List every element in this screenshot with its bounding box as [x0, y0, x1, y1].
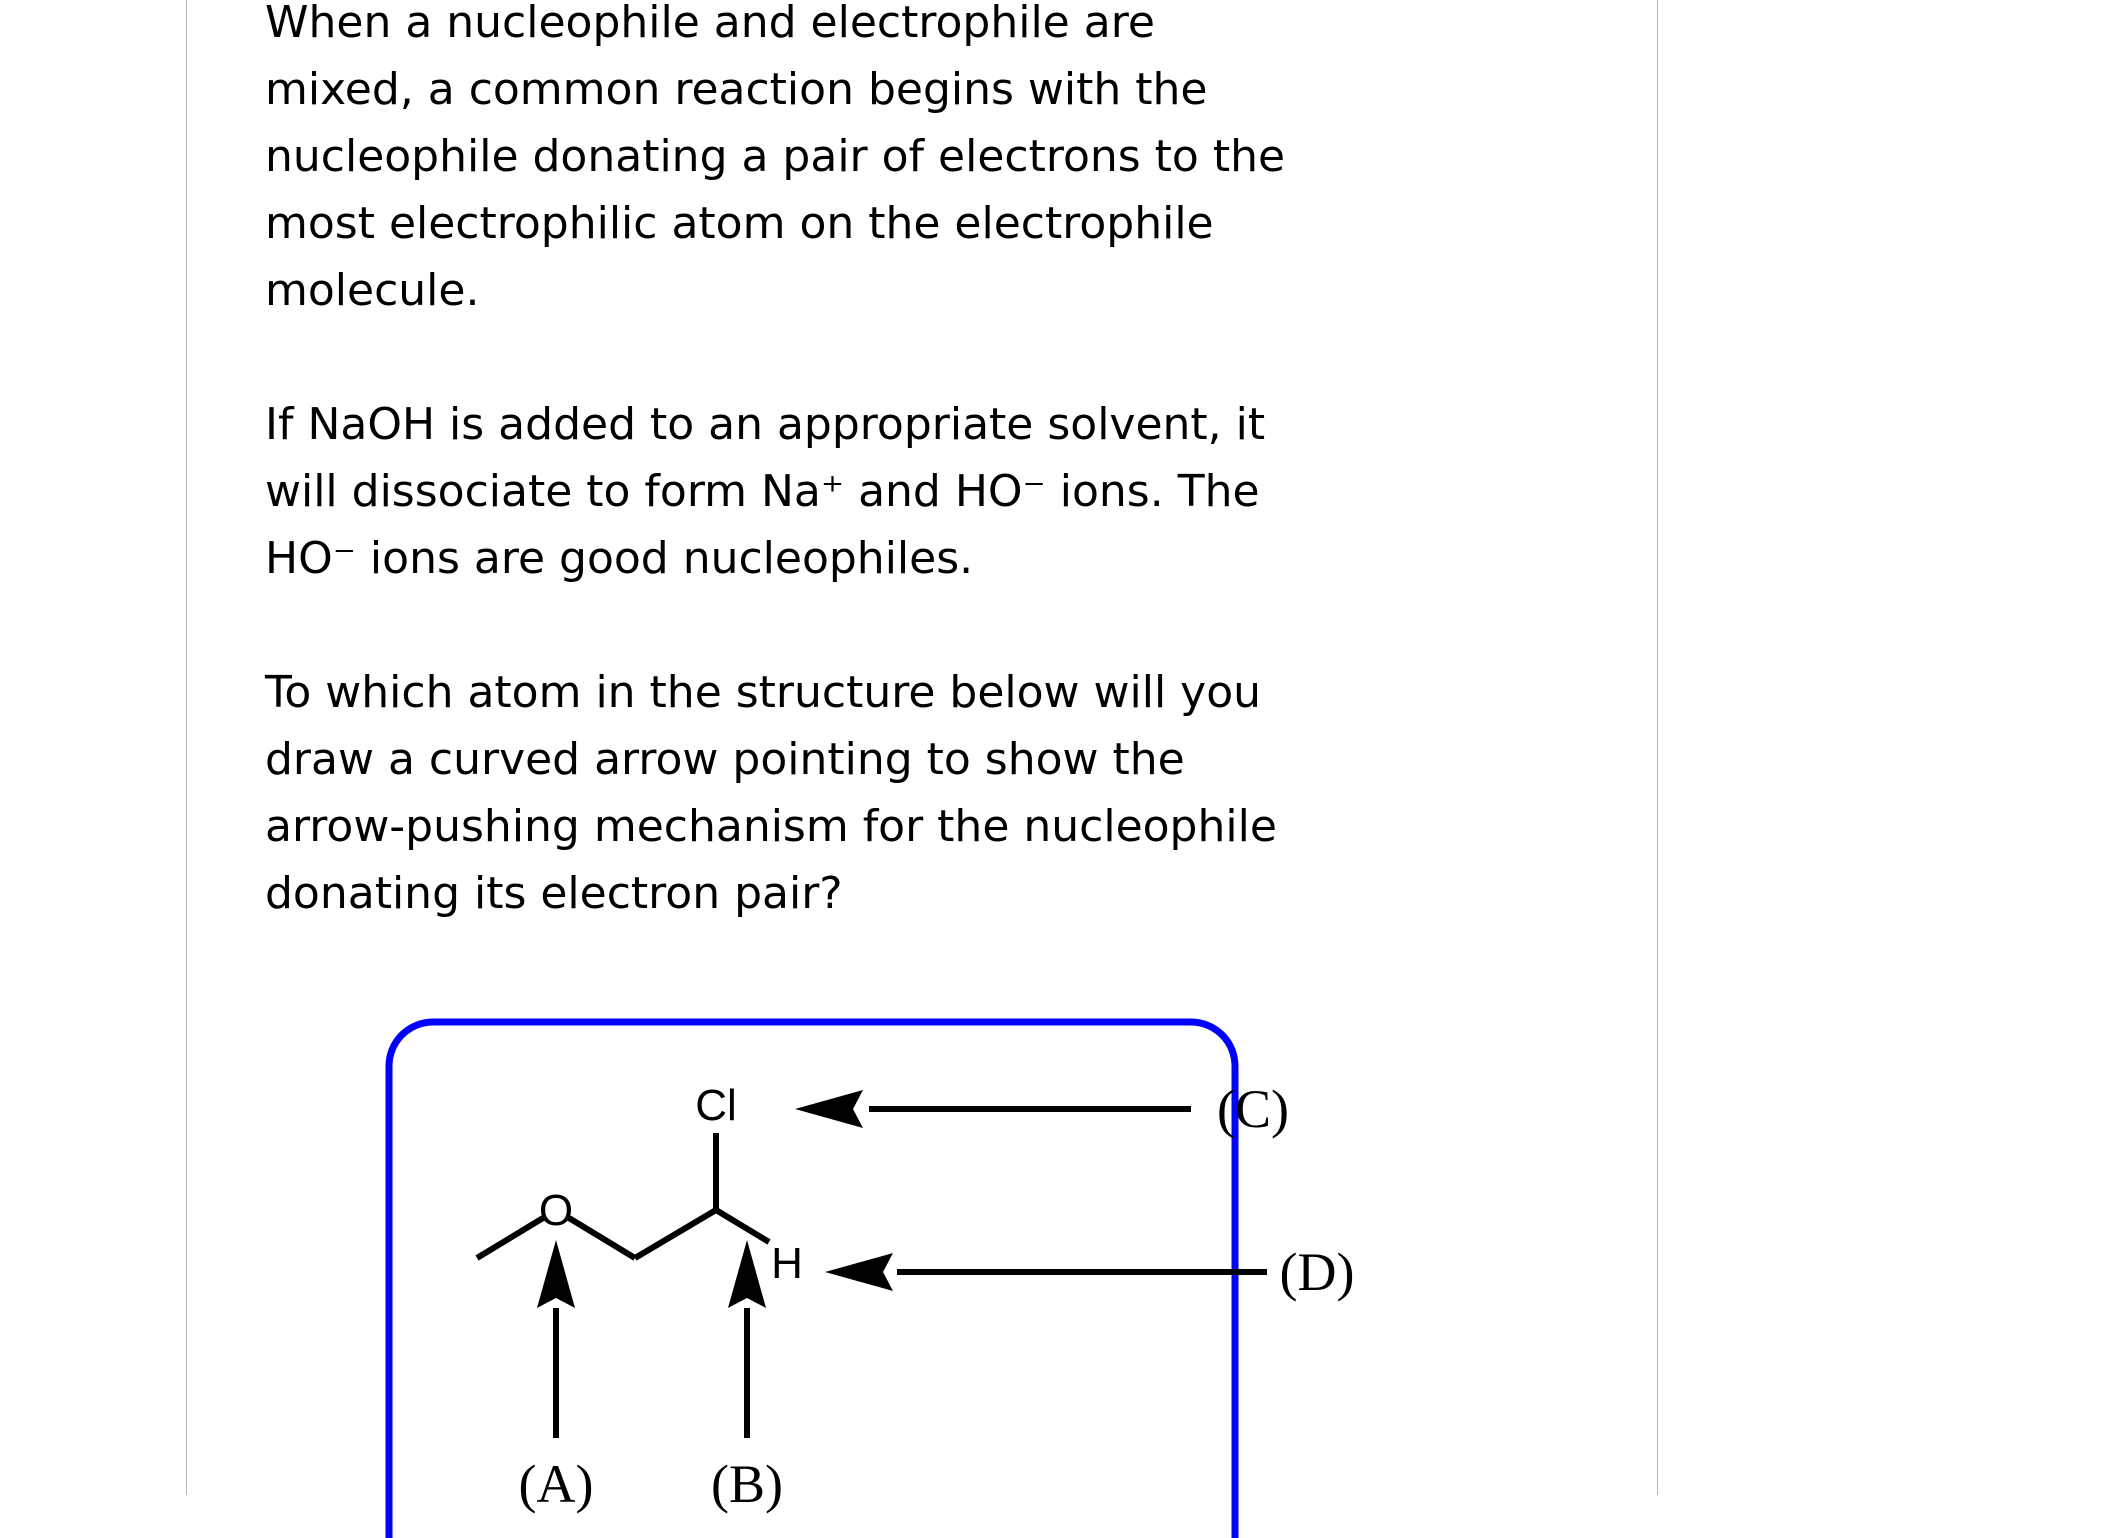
- atom-hydrogen: H: [771, 1239, 803, 1288]
- choice-label-c: (C): [1217, 1079, 1289, 1139]
- bond-ch-h: [716, 1210, 769, 1242]
- text-line: nucleophile donating a pair of electrons to the: [265, 131, 1286, 182]
- question-text: [265, 0, 1365, 994]
- arrow-a-head: [537, 1240, 575, 1308]
- text-line: most electrophilic atom on the electrophile: [265, 198, 1214, 249]
- arrow-c-head: [795, 1090, 863, 1128]
- bond-methyl-oxygen: [477, 1218, 543, 1258]
- figure-border: [389, 1022, 1235, 1538]
- document-page: [186, 0, 1658, 1514]
- text-line: If NaOH is added to an appropriate solvent, it: [265, 399, 1266, 450]
- text-line: will dissociate to form Na⁺ and HO⁻ ions. The: [265, 466, 1260, 517]
- paragraph-naoh: [265, 391, 1365, 592]
- text-line: draw a curved arrow pointing to show the: [265, 734, 1185, 785]
- choice-label-d: (D): [1279, 1242, 1355, 1302]
- text-line: To which atom in the structure below will you: [265, 667, 1262, 718]
- arrow-b-head: [728, 1240, 766, 1308]
- bond-ch2-ch: [635, 1210, 716, 1258]
- molecule-figure: [385, 1018, 1355, 1538]
- bond-oxygen-ch2: [569, 1218, 635, 1258]
- choice-label-a: (A): [518, 1454, 594, 1514]
- choice-label-b: (B): [711, 1454, 783, 1514]
- paragraph-question: [265, 659, 1365, 927]
- text-line: When a nucleophile and electrophile are: [265, 0, 1155, 48]
- text-line: molecule.: [265, 265, 480, 316]
- text-line: donating its electron pair?: [265, 868, 843, 919]
- text-line: arrow-pushing mechanism for the nucleophile: [265, 801, 1277, 852]
- arrow-d-head: [825, 1253, 893, 1291]
- text-line: mixed, a common reaction begins with the: [265, 64, 1208, 115]
- paragraph-intro: [265, 0, 1365, 324]
- text-line: HO⁻ ions are good nucleophiles.: [265, 533, 974, 584]
- atom-oxygen: O: [538, 1186, 574, 1235]
- atom-chlorine: Cl: [695, 1081, 737, 1130]
